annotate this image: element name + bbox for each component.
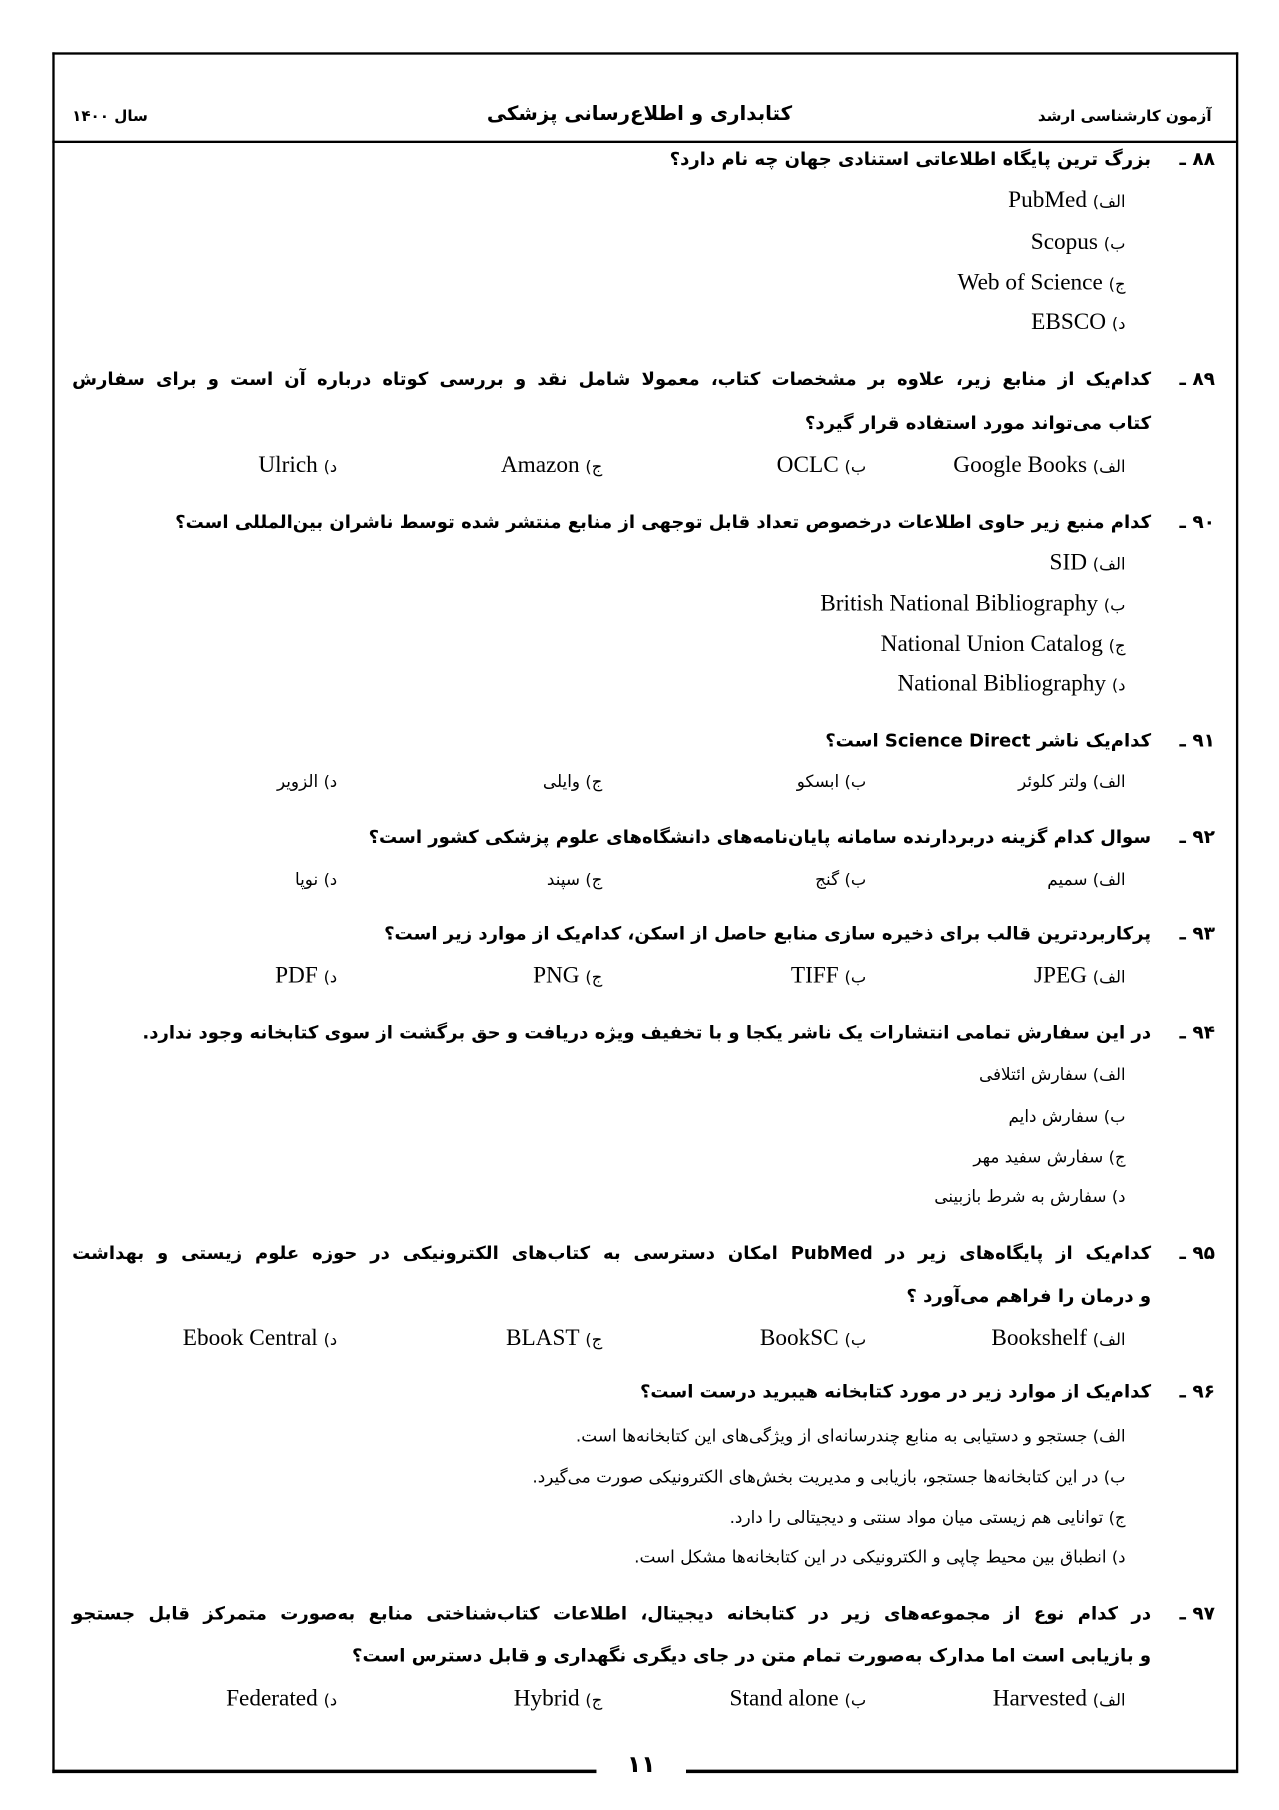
answer-option[interactable] [881,629,1126,659]
question-number: ۹۲ ـ [1179,825,1216,848]
option-text: Hybrid [513,1685,580,1712]
option-text: نوپا [294,870,319,890]
option-label: ب) [844,458,867,477]
answer-option[interactable] [1008,1102,1125,1132]
option-label: الف) [1092,1331,1126,1350]
answer-option[interactable] [533,960,602,990]
option-label: ب) [1103,1468,1126,1488]
answer-option[interactable] [183,1323,337,1353]
option-text: EBSCO [1031,309,1107,335]
option-text: سپند [546,870,581,890]
question-number: ۹۷ ـ [1179,1602,1216,1625]
option-text: BookSC [759,1325,839,1352]
answer-option[interactable] [815,865,866,895]
answer-option[interactable] [934,1182,1125,1212]
question-text: کتاب می‌تواند مورد استفاده قرار گیرد؟ [804,412,1152,434]
option-text: Google Books [953,452,1087,478]
answer-option[interactable] [501,450,602,480]
option-label: د) [323,458,338,477]
option-label: ج) [1108,1148,1126,1168]
option-label: الف) [1092,555,1126,575]
option-label: ج) [1108,1509,1126,1528]
header-divider [52,141,1236,143]
question-text: در این سفارش تمامی انتشارات یک ناشر یکجا و با تخفیف ویژه دریافت و حق برگشت از سوی کتابخانه وجود ندارد. [142,1022,1152,1043]
answer-option[interactable] [730,1503,1126,1533]
option-text: سفارش ائتلافی [978,1066,1088,1085]
answer-option[interactable] [543,767,602,797]
question-text: در کدام نوع از مجموعه‌های زیر در کتابخانه دیجیتال، اطلاعات کتاب‌شناختی منابع به‌صورت متمرکز قابل جستجو [72,1603,1152,1625]
answer-option[interactable] [258,450,337,480]
option-label: الف) [1092,968,1126,988]
option-text: National Bibliography [897,670,1107,697]
option-text: PubMed [1008,187,1087,213]
answer-option[interactable] [760,1323,866,1353]
question-text: کدام‌یک از موارد زیر در مورد کتابخانه هیبرید درست است؟ [639,1381,1152,1403]
answer-option[interactable] [295,865,337,895]
option-label: ج) [585,458,603,477]
option-text: PNG [533,962,580,989]
subject-title: کتابداری و اطلاع‌رسانی پزشکی [486,102,793,126]
answer-option[interactable] [991,1323,1125,1353]
option-label: ج) [585,773,603,792]
question-number: ۹۴ ـ [1179,1020,1216,1043]
answer-option[interactable] [1018,767,1125,797]
option-text: Amazon [500,452,580,478]
option-text: BLAST [505,1325,580,1352]
option-label: ب) [844,773,867,792]
option-text: Federated [226,1685,318,1712]
answer-option[interactable] [277,767,337,797]
answer-option[interactable] [547,865,602,895]
footer-rule-left [52,1770,596,1773]
question-text: و درمان را فراهم می‌آورد ؟ [906,1285,1152,1307]
option-label: د) [1111,1188,1126,1207]
answer-option[interactable] [1008,185,1125,215]
option-label: الف) [1092,773,1126,792]
answer-option[interactable] [514,1684,603,1714]
option-label: د) [323,1331,338,1350]
answer-option[interactable] [820,588,1125,618]
option-text: توانایی هم زیستی میان مواد سنتی و دیجیتالی را دارد. [729,1509,1104,1528]
question-number: ۹۶ ـ [1179,1380,1216,1403]
option-label: ج) [1108,275,1126,295]
option-label: الف) [1092,1691,1126,1711]
question-number: ۹۰ ـ [1179,510,1216,533]
question-text: بزرگ ترین پایگاه اطلاعاتی استنادی جهان چه نام دارد؟ [669,148,1152,170]
answer-option[interactable] [532,1463,1125,1493]
option-text: جستجو و دستیابی به منابع چندرسانه‌ای از ویژگی‌های این کتابخانه‌ها است. [575,1427,1088,1447]
option-text: سفارش دایم [1008,1108,1099,1127]
question-text: کدام‌یک از پایگاه‌های زیر در PubMed امکان دسترسی به کتاب‌های الکترونیکی در حوزه علوم زیستی و بهداشت [72,1242,1152,1264]
option-text: سمیم [1047,870,1088,890]
question-number: ۹۳ ـ [1179,922,1216,945]
option-text: TIFF [790,962,839,989]
option-text: JPEG [1034,962,1087,989]
page-number: ۱۱ [627,1749,656,1778]
option-text: ولتر کلوئر [1018,773,1088,792]
option-text: سفارش به شرط بازبینی [934,1188,1107,1207]
answer-option[interactable] [777,450,867,480]
answer-option[interactable] [897,669,1125,699]
option-label: ج) [1108,637,1126,656]
question-number: ۹۱ ـ [1179,729,1216,752]
option-text: OCLC [776,452,839,478]
answer-option[interactable] [275,960,337,990]
option-text: British National Bibliography [820,590,1098,617]
option-text: Ulrich [258,452,318,478]
option-text: Stand alone [729,1685,839,1712]
option-label: د) [1111,676,1126,696]
question-text: کدام منبع زیر حاوی اطلاعات درخصوص تعداد قابل توجهی از منابع منتشر شده توسط ناشران بین‌المللی است؟ [175,511,1152,533]
option-text: الزویر [276,773,319,792]
question-number: ۸۸ ـ [1179,147,1216,170]
exam-title: آزمون کارشناسی ارشد [1037,108,1212,126]
option-label: الف) [1092,1427,1126,1447]
option-label: ب) [1103,234,1126,254]
option-text: PDF [275,962,318,989]
answer-option[interactable] [226,1684,337,1714]
option-label: الف) [1092,870,1126,890]
option-label: ب) [1103,596,1126,616]
question-text: پرکاربردترین قالب برای ذخیره سازی منابع حاصل از اسکن، کدام‌یک از موارد زیر است؟ [384,923,1152,945]
option-label: ب) [844,870,867,890]
option-text: انطباق بین محیط چاپی و الکترونیکی در این کتابخانه‌ها مشکل است. [634,1548,1107,1568]
option-text: National Union Catalog [880,631,1103,657]
option-text: گنج [815,870,840,890]
option-label: د) [323,1691,338,1711]
answer-option[interactable] [1031,307,1125,337]
question-number: ۹۵ ـ [1179,1241,1216,1264]
exam-year: سال ۱۴۰۰ [72,108,148,126]
answer-option[interactable] [506,1323,602,1353]
option-text: Bookshelf [991,1325,1087,1352]
option-text: ابسکو [796,773,840,792]
option-label: ب) [844,1691,867,1711]
option-label: ب) [844,1331,867,1350]
option-text: Scopus [1030,229,1098,255]
footer-rule-right [686,1770,1236,1773]
option-label: ج) [585,968,603,988]
option-label: د) [1111,1548,1126,1568]
answer-option[interactable] [953,450,1125,480]
question-text: کدام‌یک از منابع زیر، علاوه بر مشخصات کتاب، معمولا شامل نقد و بررسی کوتاه درباره آن است و برای سفارش [72,368,1152,390]
option-label: ج) [585,1331,603,1350]
option-label: ج) [585,1691,603,1711]
question-text: کدام‌یک ناشر Science Direct است؟ [825,730,1152,752]
answer-option[interactable] [1034,960,1125,990]
answer-option[interactable] [791,960,866,990]
answer-option[interactable] [993,1684,1126,1714]
option-text: در این کتابخانه‌ها جستجو، بازیابی و مدیریت بخش‌های الکترونیکی صورت می‌گیرد. [532,1468,1099,1488]
answer-option[interactable] [797,767,866,797]
option-label: الف) [1092,1066,1126,1085]
option-text: Ebook Central [182,1325,318,1352]
option-label: د) [323,870,338,890]
question-text: سوال کدام گزینه دربردارنده سامانه پایان‌نامه‌های دانشگاه‌های علوم پزشکی کشور است؟ [368,826,1152,848]
option-text: SID [1049,549,1087,576]
answer-option[interactable] [1050,548,1126,578]
answer-option[interactable] [1047,865,1125,895]
option-text: سفارش سفید مهر [973,1148,1104,1168]
option-label: ب) [844,968,867,988]
option-label: د) [323,773,338,792]
answer-option[interactable] [979,1060,1126,1090]
option-text: وایلی [542,773,581,792]
question-text: و بازیابی است اما مدارک به‌صورت تمام متن در جای دیگری نگهداری و قابل دسترس است؟ [351,1645,1152,1667]
option-label: ب) [1103,1108,1126,1127]
answer-option[interactable] [973,1143,1125,1173]
option-label: د) [323,968,338,988]
option-label: ج) [585,870,603,890]
option-text: Harvested [992,1685,1087,1712]
option-label: د) [1111,315,1126,334]
question-number: ۸۹ ـ [1179,367,1216,390]
answer-option[interactable] [1031,227,1126,257]
option-text: Web of Science [957,269,1103,296]
answer-option[interactable] [730,1684,867,1714]
answer-option[interactable] [634,1543,1125,1573]
option-label: الف) [1092,458,1126,477]
answer-option[interactable] [576,1422,1126,1452]
answer-option[interactable] [957,267,1125,297]
option-label: الف) [1092,193,1126,212]
